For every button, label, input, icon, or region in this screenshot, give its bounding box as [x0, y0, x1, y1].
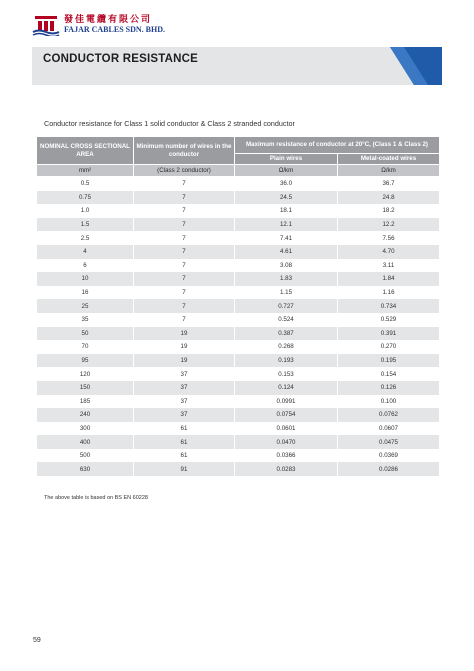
- unit-ohm-km-coated: Ω/km: [338, 165, 440, 177]
- cell-coated-resistance: 0.529: [338, 313, 440, 327]
- cell-area: 1.5: [37, 218, 134, 232]
- cell-coated-resistance: 7.56: [338, 231, 440, 245]
- header-metal-coated-wires: Metal-coated wires: [338, 154, 440, 165]
- company-name-chinese: 發佳電纜有限公司: [64, 15, 153, 25]
- cell-plain-resistance: 0.153: [235, 367, 338, 381]
- cell-area: 35: [37, 313, 134, 327]
- cell-area: 240: [37, 408, 134, 422]
- cell-area: 10: [37, 272, 134, 286]
- cell-coated-resistance: 18.2: [338, 204, 440, 218]
- table-row: [37, 299, 440, 313]
- cell-min-wires: 19: [134, 340, 235, 354]
- cell-area: 0.75: [37, 191, 134, 205]
- cell-coated-resistance: 4.70: [338, 245, 440, 259]
- cell-plain-resistance: 36.0: [235, 177, 338, 191]
- table-row: [37, 367, 440, 381]
- cell-min-wires: 7: [134, 204, 235, 218]
- table-note: The above table is based on BS EN 60228: [44, 495, 148, 501]
- cell-plain-resistance: 0.0283: [235, 462, 338, 476]
- cell-plain-resistance: 4.61: [235, 245, 338, 259]
- cell-area: 16: [37, 286, 134, 300]
- cell-plain-resistance: 0.0754: [235, 408, 338, 422]
- header-plain-wires: Plain wires: [235, 154, 338, 165]
- cell-area: 6: [37, 259, 134, 273]
- cell-min-wires: 37: [134, 395, 235, 409]
- cell-min-wires: 37: [134, 408, 235, 422]
- cell-min-wires: 7: [134, 259, 235, 273]
- cell-plain-resistance: 0.268: [235, 340, 338, 354]
- cell-area: 120: [37, 367, 134, 381]
- cell-min-wires: 7: [134, 313, 235, 327]
- conductor-resistance-table: [36, 136, 440, 476]
- cell-area: 2.5: [37, 231, 134, 245]
- cell-min-wires: 61: [134, 449, 235, 463]
- cell-area: 500: [37, 449, 134, 463]
- table-body: [37, 177, 440, 477]
- table-row: [37, 245, 440, 259]
- table-row: [37, 408, 440, 422]
- cell-coated-resistance: 3.11: [338, 259, 440, 273]
- table-row: [37, 272, 440, 286]
- cell-area: 25: [37, 299, 134, 313]
- cell-coated-resistance: 12.2: [338, 218, 440, 232]
- table-row: [37, 177, 440, 191]
- table-row: [37, 354, 440, 368]
- cell-area: 400: [37, 435, 134, 449]
- table-row: [37, 327, 440, 341]
- cell-plain-resistance: 18.1: [235, 204, 338, 218]
- table-caption: Conductor resistance for Class 1 solid conductor & Class 2 stranded conductor: [44, 119, 295, 128]
- page-number: 59: [33, 637, 41, 644]
- cell-plain-resistance: 1.15: [235, 286, 338, 300]
- header-min-wires: Minimum number of wires in the conductor: [134, 137, 235, 165]
- cell-area: 4: [37, 245, 134, 259]
- cell-min-wires: 61: [134, 435, 235, 449]
- cell-area: 300: [37, 422, 134, 436]
- cell-coated-resistance: 0.126: [338, 381, 440, 395]
- cell-min-wires: 7: [134, 218, 235, 232]
- header-max-resistance: Maximum resistance of conductor at 20°C, (Class 1 & Class 2): [235, 137, 440, 154]
- table-row: [37, 204, 440, 218]
- unit-mm2: mm²: [37, 165, 134, 177]
- cell-coated-resistance: 0.270: [338, 340, 440, 354]
- cell-plain-resistance: 0.387: [235, 327, 338, 341]
- table-row: [37, 191, 440, 205]
- cell-min-wires: 7: [134, 245, 235, 259]
- cell-area: 150: [37, 381, 134, 395]
- cell-area: 0.5: [37, 177, 134, 191]
- table-row: [37, 259, 440, 273]
- cell-plain-resistance: 0.0601: [235, 422, 338, 436]
- cell-coated-resistance: 1.16: [338, 286, 440, 300]
- cell-min-wires: 7: [134, 272, 235, 286]
- cell-area: 1.0: [37, 204, 134, 218]
- cell-coated-resistance: 0.100: [338, 395, 440, 409]
- cell-plain-resistance: 7.41: [235, 231, 338, 245]
- cell-area: 50: [37, 327, 134, 341]
- cell-area: 630: [37, 462, 134, 476]
- cell-min-wires: 7: [134, 177, 235, 191]
- cell-min-wires: 7: [134, 191, 235, 205]
- cell-coated-resistance: 1.84: [338, 272, 440, 286]
- fajar-logo-icon: [32, 14, 60, 36]
- unit-class2: (Class 2 conductor): [134, 165, 235, 177]
- cell-plain-resistance: 3.08: [235, 259, 338, 273]
- table-row: [37, 449, 440, 463]
- cell-plain-resistance: 12.1: [235, 218, 338, 232]
- header-cross-sectional-area: NOMINAL CROSS SECTIONAL AREA: [37, 137, 134, 165]
- unit-ohm-km-plain: Ω/km: [235, 165, 338, 177]
- cell-area: 185: [37, 395, 134, 409]
- table-row: [37, 231, 440, 245]
- cell-plain-resistance: 0.0470: [235, 435, 338, 449]
- cell-min-wires: 91: [134, 462, 235, 476]
- cell-min-wires: 37: [134, 381, 235, 395]
- cell-min-wires: 19: [134, 327, 235, 341]
- company-name-english: FAJAR CABLES SDN. BHD.: [64, 25, 165, 34]
- cell-coated-resistance: 0.195: [338, 354, 440, 368]
- cell-coated-resistance: 36.7: [338, 177, 440, 191]
- cell-plain-resistance: 24.5: [235, 191, 338, 205]
- cell-plain-resistance: 0.0366: [235, 449, 338, 463]
- cell-min-wires: 37: [134, 367, 235, 381]
- cell-min-wires: 7: [134, 286, 235, 300]
- cell-area: 70: [37, 340, 134, 354]
- cell-coated-resistance: 0.0475: [338, 435, 440, 449]
- cell-area: 95: [37, 354, 134, 368]
- table-row: [37, 422, 440, 436]
- table-row: [37, 340, 440, 354]
- company-logo: [32, 12, 182, 38]
- table-row: [37, 313, 440, 327]
- cell-coated-resistance: 0.391: [338, 327, 440, 341]
- cell-plain-resistance: 1.83: [235, 272, 338, 286]
- cell-coated-resistance: 0.154: [338, 367, 440, 381]
- table-row: [37, 381, 440, 395]
- table-row: [37, 435, 440, 449]
- cell-plain-resistance: 0.193: [235, 354, 338, 368]
- cell-coated-resistance: 0.0607: [338, 422, 440, 436]
- cell-min-wires: 61: [134, 422, 235, 436]
- cell-min-wires: 7: [134, 299, 235, 313]
- table-row: [37, 462, 440, 476]
- cell-coated-resistance: 0.0369: [338, 449, 440, 463]
- table-row: [37, 218, 440, 232]
- cell-coated-resistance: 0.0286: [338, 462, 440, 476]
- cell-plain-resistance: 0.727: [235, 299, 338, 313]
- cell-coated-resistance: 0.734: [338, 299, 440, 313]
- cell-plain-resistance: 0.124: [235, 381, 338, 395]
- page-title: CONDUCTOR RESISTANCE: [43, 53, 198, 65]
- table-row: [37, 395, 440, 409]
- cell-min-wires: 7: [134, 231, 235, 245]
- cell-plain-resistance: 0.524: [235, 313, 338, 327]
- cell-coated-resistance: 24.8: [338, 191, 440, 205]
- cell-min-wires: 19: [134, 354, 235, 368]
- cell-coated-resistance: 0.0762: [338, 408, 440, 422]
- cell-plain-resistance: 0.0991: [235, 395, 338, 409]
- section-banner: [32, 47, 442, 85]
- table-row: [37, 286, 440, 300]
